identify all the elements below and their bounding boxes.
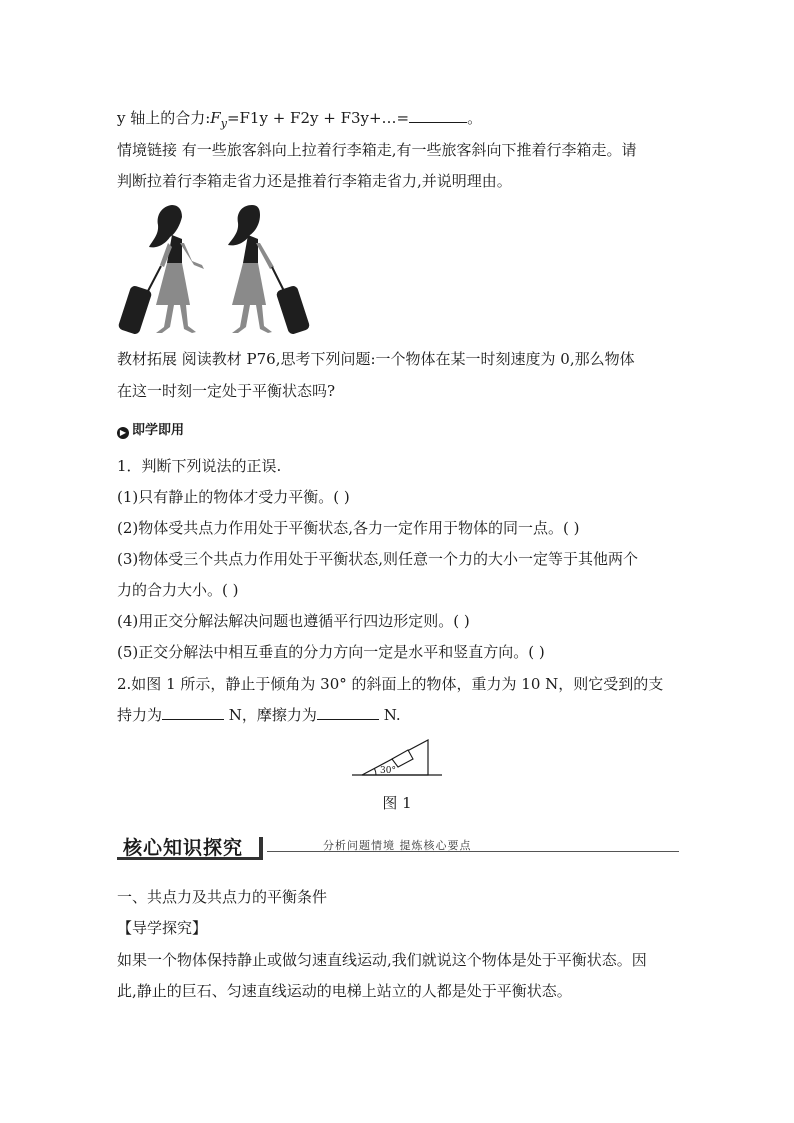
learn-apply-label: 即学即用	[132, 423, 185, 438]
scenario-line-2: 判断拉着行李箱走省力还是推着行李箱走省力,并说明理由。	[117, 172, 512, 190]
formula-fy-sub: y	[220, 117, 227, 130]
guide-text-line-1: 如果一个物体保持静止或做匀速直线运动,我们就说这个物体是处于平衡状态。因	[117, 951, 647, 969]
formula-tail: 。	[467, 109, 483, 127]
subsection-title: 一、共点力及共点力的平衡条件	[117, 888, 328, 906]
learn-apply-heading	[117, 421, 682, 441]
q1-item-2: (2)物体受共点力作用处于平衡状态,各力一定作用于物体的同一点。( )	[117, 519, 580, 537]
q2-friction-label: N，摩擦力为	[224, 706, 317, 724]
support-force-blank[interactable]	[162, 719, 224, 720]
q2-line-1: 2.如图 1 所示，静止于倾角为 30° 的斜面上的物体，重力为 10 N，则它受到的支	[117, 675, 664, 693]
section-header-bar	[117, 831, 679, 863]
textbook-line-1: 教材拓展 阅读教材 P76,思考下列问题:一个物体在某一时刻速度为 0,那么物体	[117, 350, 635, 368]
figure-caption: 图 1	[382, 794, 412, 812]
guide-text-line-2: 此,静止的巨石、匀速直线运动的电梯上站立的人都是处于平衡状态。	[117, 982, 572, 1000]
scenario-line-1: 情境链接 有一些旅客斜向上拉着行李箱走,有一些旅客斜向下推着行李箱走。请	[117, 141, 637, 159]
textbook-line-2: 在这一时刻一定处于平衡状态吗?	[117, 382, 336, 400]
q1-item-3: (3)物体受三个共点力作用处于平衡状态,则任意一个力的大小一定等于其他两个	[117, 550, 639, 568]
section-subtitle: 分析问题情境 提炼核心要点	[323, 839, 472, 852]
travelers-luggage-illustration	[116, 203, 316, 338]
section-title: 核心知识探究	[123, 837, 244, 859]
guide-label: 【导学探究】	[117, 919, 208, 937]
q2-line-2	[117, 705, 682, 725]
q2-support-label: 持力为	[117, 706, 163, 724]
q1-stem: 1．判断下列说法的正误.	[117, 457, 282, 475]
play-circle-icon: ▶	[117, 427, 129, 439]
block-on-incline	[392, 750, 413, 767]
incline-figure	[350, 736, 445, 778]
formula-body: =F1y + F2y + F3y+…=	[226, 109, 410, 127]
q1-item-4: (4)用正交分解法解决问题也遵循平行四边形定则。( )	[117, 612, 470, 630]
angle-label: 30°	[380, 766, 396, 776]
q2-unit: N.	[378, 706, 401, 724]
friction-force-blank[interactable]	[317, 719, 379, 720]
formula-answer-blank[interactable]	[409, 122, 467, 123]
q1-item-3-cont: 力的合力大小。( )	[117, 581, 239, 599]
y-axis-resultant-formula	[117, 108, 682, 134]
formula-lead: y 轴上的合力:	[117, 109, 211, 127]
q1-item-5: (5)正交分解法中相互垂直的分力方向一定是水平和竖直方向。( )	[117, 643, 545, 661]
q1-item-1: (1)只有静止的物体才受力平衡。( )	[117, 488, 350, 506]
formula-fy: F	[210, 109, 221, 127]
traveler-pulling-suitcase	[117, 205, 204, 335]
traveler-pushing-suitcase	[228, 205, 311, 335]
